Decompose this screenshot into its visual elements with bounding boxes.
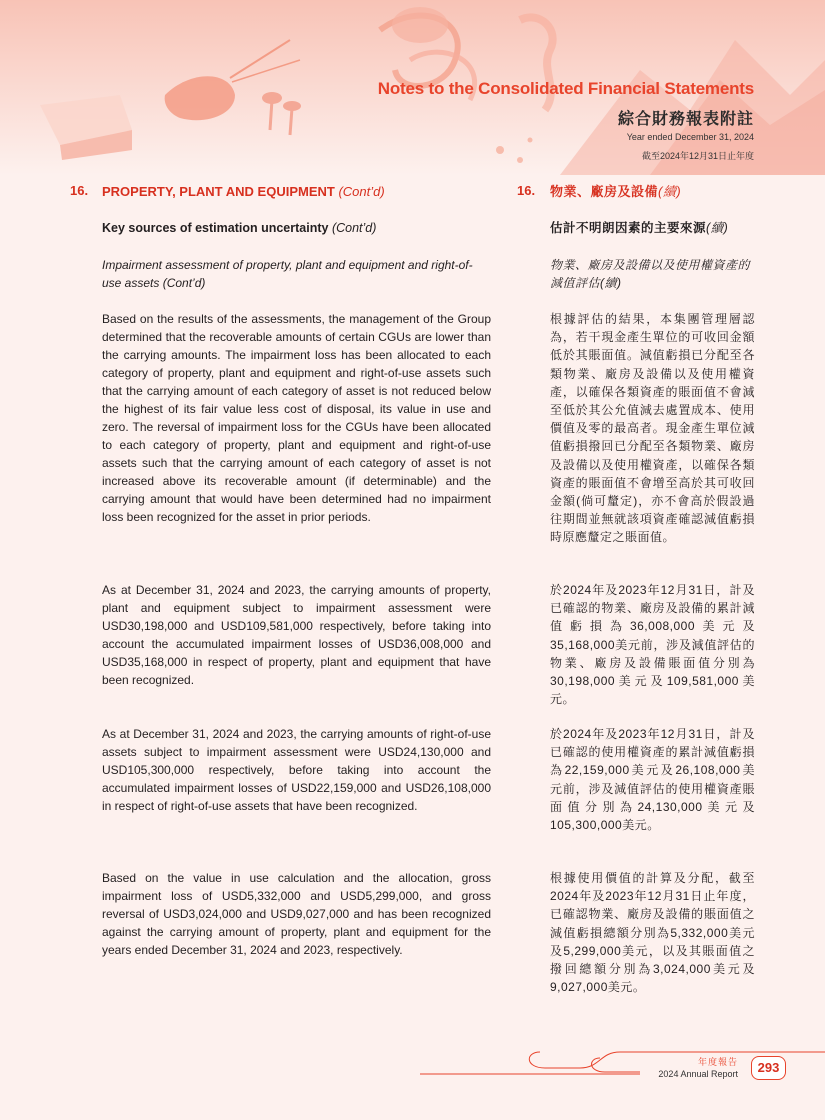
footer-report-label-chinese: 年度報告 [697, 1057, 738, 1067]
section-title: PROPERTY, PLANT AND EQUIPMENT (Cont’d) [102, 184, 385, 199]
section-number-chinese: 16. [517, 183, 536, 198]
paragraph-zh-4: 根據使用價值的計算及分配，截至2024年及2023年12月31日止年度，已確認物業、廠房及設備的賬面值之減值虧損總額分別為5,332,000美元及5,299,000美元，以及其賬面值之撥回總額分別為3,024,000美元及9,027,000美元。 [550, 871, 755, 995]
sub-subsection-title: Impairment assessment of property, plant and equipment and right-of-use assets (Cont’d) [102, 258, 473, 290]
paragraph-en-2: As at December 31, 2024 and 2023, the carrying amounts of property, plant and equipment subject to impairment assessment were USD30,198,000 and USD109,581,000 respectively, before taking into account the accumulated impairment losses of USD36,008,000 and USD35,168,000 in respect of property, plant and equipment that have been recognized. [102, 583, 491, 687]
page-header-period-chinese: 截至2024年12月31日止年度 [641, 151, 754, 161]
footer-report-label: 2024 Annual Report [658, 1069, 738, 1079]
paragraph-zh-3: 於2024年及2023年12月31日，計及已確認的使用權資產的累計減值虧損為22,159,000美元及26,108,000美元前，涉及減值評估的使用權資產賬面值分別為24,130,000美元及105,300,000美元。 [550, 727, 755, 833]
paragraph-zh-1: 根據評估的結果，本集團管理層認為，若干現金產生單位的可收回金額低於其賬面值。減值虧損已分配至各類物業、廠房及設備以及使用權資產，以確保各類資產的賬面值不會減至低於其公允值減去處置成本、使用價值及零的最高者。現金產生單位減值虧損撥回已分配至各類物業、廠房及設備以及使用權資產，以確保各類資產的賬面值不會增至高於其可收回金額(倘可釐定)，亦不會高於假設過往期間並無就該項資產確認減值虧損時原應釐定之賬面值。 [550, 312, 755, 545]
paragraph-en-3: As at December 31, 2024 and 2023, the carrying amounts of right-of-use assets subject to impairment assessment were USD24,130,000 and USD105,300,000 respectively, before taking into account the accumulated impairment losses of USD22,159,000 and USD26,108,000 in respect of right-of-use assets that have been recognized. [102, 727, 491, 813]
paragraph-en-1: Based on the results of the assessments, the management of the Group determined that the recoverable amounts of certain CGUs are lower than the carrying amounts. The impairment loss has been allocated to each category of property, plant and equipment and right-of-use assets such that the carrying amount of each category of asset is not reduced below the highest of its fair value less cost of disposal, its value in use and zero. The reversal of impairment loss for the CGUs have been allocated to each category of property, plant and equipment and right-of-use assets such that the carrying amount of each category of asset is not increased above its recoverable amount (if determinable) and the carrying amount that would have been determined had no impairment loss been recognized for the asset in prior periods. [102, 312, 491, 524]
section-title-chinese: 物業、廠房及設備(續) [550, 184, 682, 199]
paragraph-zh-2: 於2024年及2023年12月31日，計及已確認的物業、廠房及設備的累計減值虧損為36,008,000美元及35,168,000美元前，涉及減值評估的物業、廠房及設備賬面值分別為30,198,000美元及109,581,000美元。 [550, 583, 755, 707]
page-number: 293 [751, 1056, 786, 1080]
paragraph-en-4: Based on the value in use calculation and the allocation, gross impairment loss of USD5,332,000 and USD5,299,000, and gross reversal of USD3,024,000 and USD9,027,000 and has been recognized against the carrying amount of property, plant and equipment for the years ended December 31, 2024 and 2023, respectively. [102, 871, 491, 957]
subsection-title: Key sources of estimation uncertainty (Cont’d) [102, 221, 377, 235]
section-number: 16. [70, 183, 89, 198]
page-header-title: Notes to the Consolidated Financial Statements [377, 79, 754, 98]
sub-subsection-title-chinese: 物業、廠房及設備以及使用權資產的減值評估(續) [550, 258, 751, 291]
subsection-title-chinese: 估計不明朗因素的主要來源(續) [550, 221, 729, 235]
page-header-title-chinese: 綜合財務報表附註 [617, 111, 754, 128]
page-header-period: Year ended December 31, 2024 [626, 132, 754, 142]
